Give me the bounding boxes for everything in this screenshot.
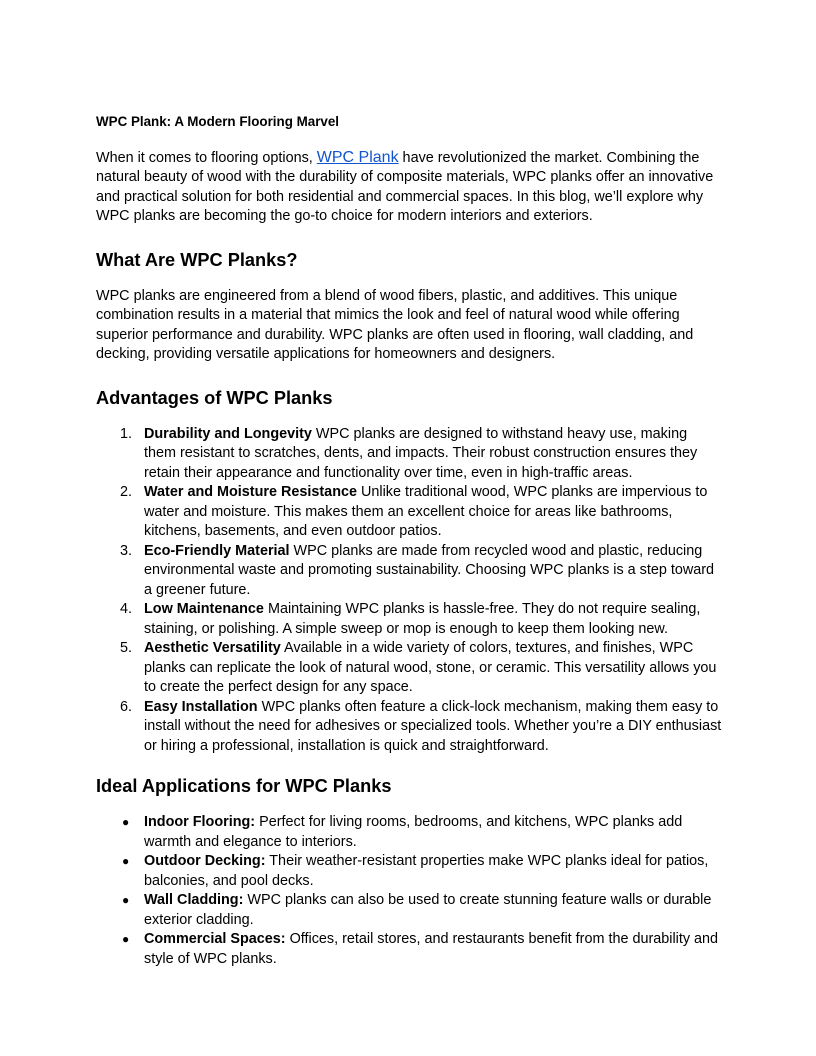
wpc-plank-link[interactable]: WPC Plank	[316, 148, 399, 166]
intro-text-before: When it comes to flooring options,	[96, 149, 317, 166]
document-title: WPC Plank: A Modern Flooring Marvel	[96, 114, 340, 129]
list-item	[96, 930, 722, 969]
list-item	[96, 639, 722, 698]
list-item-title: Easy Installation	[144, 698, 258, 715]
list-item-title: Indoor Flooring:	[144, 814, 256, 830]
list-item-title: Low Maintenance	[144, 601, 264, 617]
list-item	[96, 600, 722, 639]
section-heading-advantages: Advantages of WPC Planks	[96, 387, 333, 408]
list-item-text: WPC planks are designed to withstand heavy use, making them resistant to scratches, dents, and impacts. Their robust construction ensures they retain their appearance and functionality over time, even in high-traffic areas.	[144, 425, 698, 481]
list-item-title: Aesthetic Versatility	[144, 640, 281, 656]
list-item	[96, 891, 722, 930]
document-page	[96, 112, 722, 987]
list-item-title: Water and Moisture Resistance	[144, 484, 357, 500]
list-item	[96, 425, 722, 484]
list-item	[96, 698, 722, 757]
list-item-title: Durability and Longevity	[144, 425, 312, 442]
applications-list	[96, 813, 722, 969]
bullet-icon: ●	[122, 815, 130, 829]
list-item-title: Wall Cladding:	[144, 892, 244, 908]
section-heading-what-are: What Are WPC Planks?	[96, 249, 298, 270]
section-body-what-are: WPC planks are engineered from a blend of wood fibers, plastic, and additives. This unique combination results in a material that mimics the look and feel of natural wood while offering superior performance and durability. WPC planks are often used in flooring, wall cladding, and decking, providing versatile applications for homeowners and designers.	[96, 287, 694, 362]
list-item-title: Commercial Spaces:	[144, 931, 286, 947]
intro-text-after: have revolutionized the market. Combining the natural beauty of wood with the durability of composite materials, WPC planks offer an innovative and practical solution for both residential and commercial spaces. In this blog, we’ll explore why WPC planks are becoming the go-to choice for modern interiors and exteriors.	[96, 149, 714, 224]
list-item-title: Eco-Friendly Material	[144, 542, 290, 559]
list-item-text: Maintaining WPC planks is hassle-free. They do not require sealing, staining, or polishing. A simple sweep or mop is enough to keep them looking new.	[144, 601, 701, 637]
section-heading-applications: Ideal Applications for WPC Planks	[96, 776, 392, 796]
list-item-text: Their weather-resistant properties make WPC planks ideal for patios, balconies, and pool decks.	[144, 853, 709, 889]
advantages-list	[96, 425, 722, 757]
list-number: 3.	[120, 542, 133, 559]
list-item-text: WPC planks are made from recycled wood and plastic, reducing environmental waste and promoting sustainability. Choosing WPC planks is a step toward a greener future.	[144, 542, 715, 598]
list-item-text: Offices, retail stores, and restaurants benefit from the durability and style of WPC planks.	[144, 931, 719, 967]
list-item-text: Unlike traditional wood, WPC planks are impervious to water and moisture. This makes them an excellent choice for areas like bathrooms, kitchens, basements, and even outdoor patios.	[144, 484, 708, 539]
bullet-icon: ●	[122, 854, 130, 868]
list-number: 5.	[120, 640, 133, 656]
list-item-title: Outdoor Decking:	[144, 853, 266, 869]
bullet-icon: ●	[122, 932, 130, 946]
intro-paragraph	[96, 148, 722, 227]
list-item-text: Available in a wide variety of colors, textures, and finishes, WPC planks can replicate the look of natural wood, stone, or ceramic. This versatility allows you to create the perfect design for any space.	[144, 640, 717, 695]
list-item-text: Perfect for living rooms, bedrooms, and kitchens, WPC planks add warmth and elegance to interiors.	[144, 814, 683, 850]
list-number: 1.	[120, 425, 133, 442]
list-number: 6.	[120, 698, 133, 715]
bullet-icon: ●	[122, 893, 130, 907]
list-item	[96, 813, 722, 852]
list-item	[96, 483, 722, 542]
list-number: 2.	[120, 484, 133, 500]
list-item-text: WPC planks can also be used to create stunning feature walls or durable exterior cladding.	[144, 892, 712, 928]
list-item-text: WPC planks often feature a click-lock mechanism, making them easy to install without the need for adhesives or specialized tools. Whether you’re a DIY enthusiast or hiring a professional, installation is quick and straightforward.	[144, 698, 722, 754]
list-item	[96, 542, 722, 601]
list-item	[96, 852, 722, 891]
list-number: 4.	[120, 601, 133, 617]
